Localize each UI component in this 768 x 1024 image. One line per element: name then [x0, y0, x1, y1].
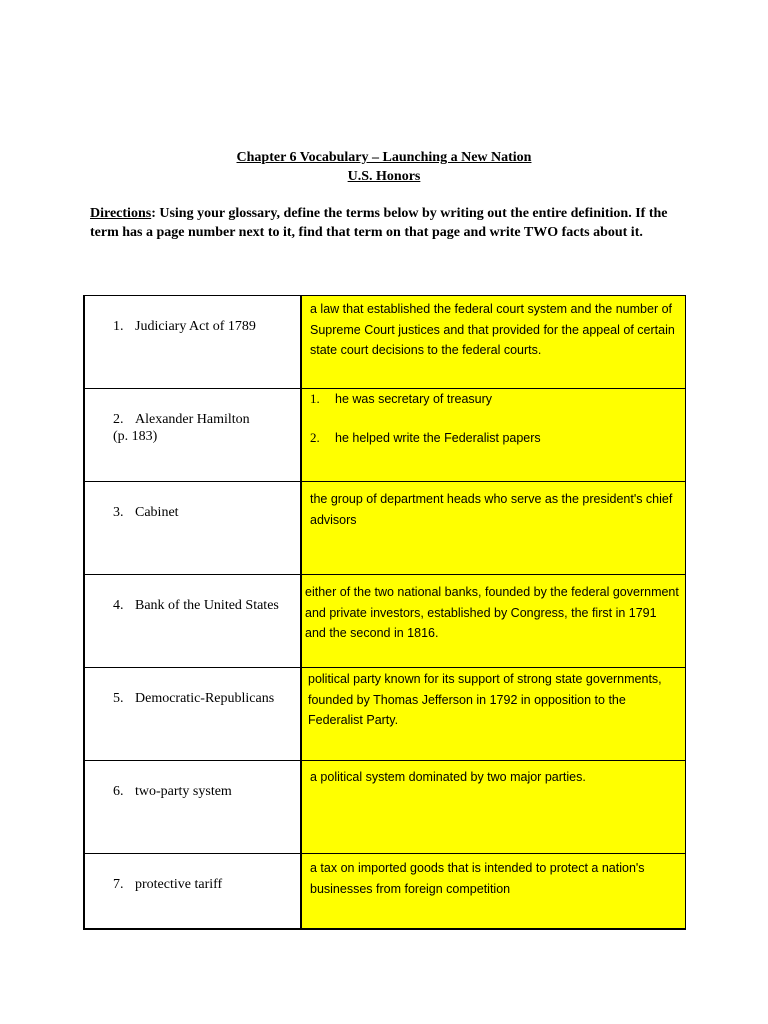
- definition-cell[interactable]: [301, 761, 686, 854]
- term-cell: [84, 668, 301, 761]
- definition-text: either of the two national banks, founded by the federal government and private investors, established by Congress, the first in 1791 and the second in 1816.: [305, 585, 679, 640]
- term-text: Cabinet: [135, 505, 179, 520]
- table-row: [84, 389, 686, 482]
- table-row: [84, 668, 686, 761]
- fact-number: 1.: [310, 391, 320, 406]
- definition-text: a political system dominated by two major parties.: [310, 770, 586, 784]
- term-number: 3.: [113, 505, 124, 520]
- document-title: Chapter 6 Vocabulary – Launching a New Nation: [236, 150, 532, 165]
- definition-cell[interactable]: [301, 389, 686, 482]
- term-cell: [84, 854, 301, 929]
- term-text: Democratic-Republicans: [135, 691, 275, 706]
- term-text: Alexander Hamilton: [135, 412, 250, 427]
- definition-cell[interactable]: [301, 296, 686, 389]
- term-cell: [84, 761, 301, 854]
- directions-text: : Using your glossary, define the terms below by writing out the entire definition. If the term has a page number next to it, find that term on that page and write TWO facts about it.: [90, 206, 668, 240]
- fact-number: 2.: [310, 430, 320, 445]
- term-number: 4.: [113, 598, 124, 613]
- term-text: Judiciary Act of 1789: [135, 319, 256, 334]
- table-row: [84, 575, 686, 668]
- term-number: 5.: [113, 691, 124, 706]
- definition-text: a tax on imported goods that is intended to protect a nation's businesses from foreign competition: [310, 861, 645, 896]
- term-cell: [84, 575, 301, 668]
- fact-item: [310, 428, 679, 448]
- term-cell: [84, 389, 301, 482]
- term-number: 1.: [113, 319, 124, 334]
- definition-cell[interactable]: [301, 668, 686, 761]
- term-number: 7.: [113, 877, 124, 892]
- term-page-ref: (p. 183): [113, 429, 158, 444]
- term-text: protective tariff: [135, 877, 223, 892]
- term-text: two-party system: [135, 784, 232, 799]
- term-cell: [84, 482, 301, 575]
- definition-text: the group of department heads who serve as the president's chief advisors: [310, 492, 673, 527]
- table-row: [84, 482, 686, 575]
- definition-cell[interactable]: [301, 854, 686, 929]
- term-text: Bank of the United States: [135, 598, 279, 613]
- vocabulary-table: [83, 295, 686, 930]
- definition-cell[interactable]: [301, 482, 686, 575]
- term-cell: [84, 296, 301, 389]
- table-row: [84, 854, 686, 929]
- document-subtitle: U.S. Honors: [347, 169, 421, 184]
- term-number: 6.: [113, 784, 124, 799]
- directions-label: Directions: [90, 206, 152, 221]
- fact-text: he was secretary of treasury: [335, 392, 493, 406]
- directions-paragraph: [90, 205, 690, 242]
- fact-text: he helped write the Federalist papers: [335, 431, 541, 445]
- definition-text: a law that established the federal court system and the number of Supreme Court justices and that provided for the appeal of certain state court decisions to the federal courts.: [310, 302, 675, 357]
- table-row: [84, 296, 686, 389]
- fact-item: [310, 389, 679, 409]
- table-row: [84, 761, 686, 854]
- definition-cell[interactable]: [301, 575, 686, 668]
- term-number: 2.: [113, 412, 124, 427]
- definition-text: political party known for its support of strong state governments, founded by Thomas Jefferson in 1792 in opposition to the Federalist Party.: [308, 672, 662, 727]
